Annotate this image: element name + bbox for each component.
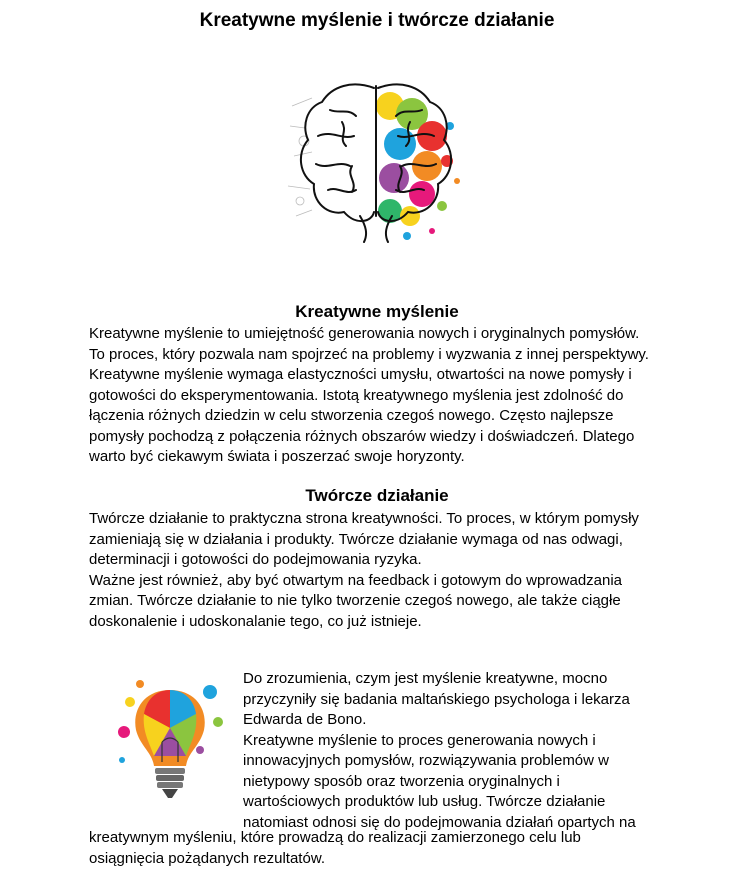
text-line: innowacyjnych pomysłów, rozwiązywania problemów w	[243, 752, 609, 769]
float-paragraph	[243, 669, 663, 833]
bottom-paragraph	[89, 828, 689, 869]
text-line: gotowości do eksperymentowania. Istotą kreatywnego myślenia jest zdolność do	[89, 386, 624, 404]
lightbulb-illustration	[110, 672, 230, 812]
text-line: przyczyniły się badania maltańskiego psychologa i lekarza	[243, 690, 630, 708]
brain-illustration	[282, 66, 470, 254]
text-line: nietypowy sposób oraz tworzenia oryginalnych i	[243, 772, 560, 790]
text-line: Twórcze działanie to praktyczna strona kreatywności. To proces, w którym pomysły	[89, 510, 639, 527]
section-body-creative-thinking	[89, 324, 679, 468]
text-line: wartościowych produktów lub usług. Twórcze działanie	[243, 793, 606, 810]
text-line: Edwarda de Bono.	[243, 711, 367, 728]
text-line: pomysły pochodzą z połączenia różnych obszarów wiedzy i doświadczeń. Dlatego	[89, 427, 635, 445]
section-heading-creative-thinking: Kreatywne myślenie	[295, 302, 459, 321]
section-heading-creative-action: Twórcze działanie	[305, 486, 449, 505]
text-line: Kreatywne myślenie to proces generowania nowych i	[243, 731, 596, 749]
text-line: Ważne jest również, aby być otwartym na feedback i gotowym do wprowadzania	[89, 571, 623, 589]
text-line: zmian. Twórcze działanie to nie tylko tworzenie czegoś nowego, ale także ciągłe	[89, 592, 621, 609]
text-line: natomiast odnosi się do podejmowania działań opartych na	[243, 813, 636, 831]
text-line: Kreatywne myślenie to umiejętność generowania nowych i oryginalnych pomysłów.	[89, 325, 640, 342]
text-line: zamieniają się w działania i produkty. Twórcze działanie wymaga od nas odwagi,	[89, 530, 623, 548]
text-line: doskonalenie i udoskonalanie tego, co już istnieje.	[89, 612, 422, 630]
text-line: osiągnięcia pożądanych rezultatów.	[89, 849, 325, 867]
text-line: Kreatywne myślenie wymaga elastyczności umysłu, otwartości na nowe pomysły i	[89, 366, 632, 383]
text-line: To proces, który pozwala nam spojrzeć na problemy i wyzwania z innej perspektywy.	[89, 345, 649, 363]
text-line: łączenia różnych dziedzin w celu stworzenia czegoś nowego. Często najlepsze	[89, 407, 614, 424]
text-line: Do zrozumienia, czym jest myślenie kreatywne, mocno	[243, 670, 608, 687]
text-line: kreatywnym myśleniu, które prowadzą do realizacji zamierzonego celu lub	[89, 829, 581, 846]
page-title: Kreatywne myślenie i twórcze działanie	[199, 10, 555, 31]
text-line: warto być ciekawym świata i poszerzać swoje horyzonty.	[89, 448, 465, 465]
section-body-creative-action	[89, 509, 679, 632]
text-line: determinacji i gotowości do podejmowania ryzyka.	[89, 551, 422, 568]
